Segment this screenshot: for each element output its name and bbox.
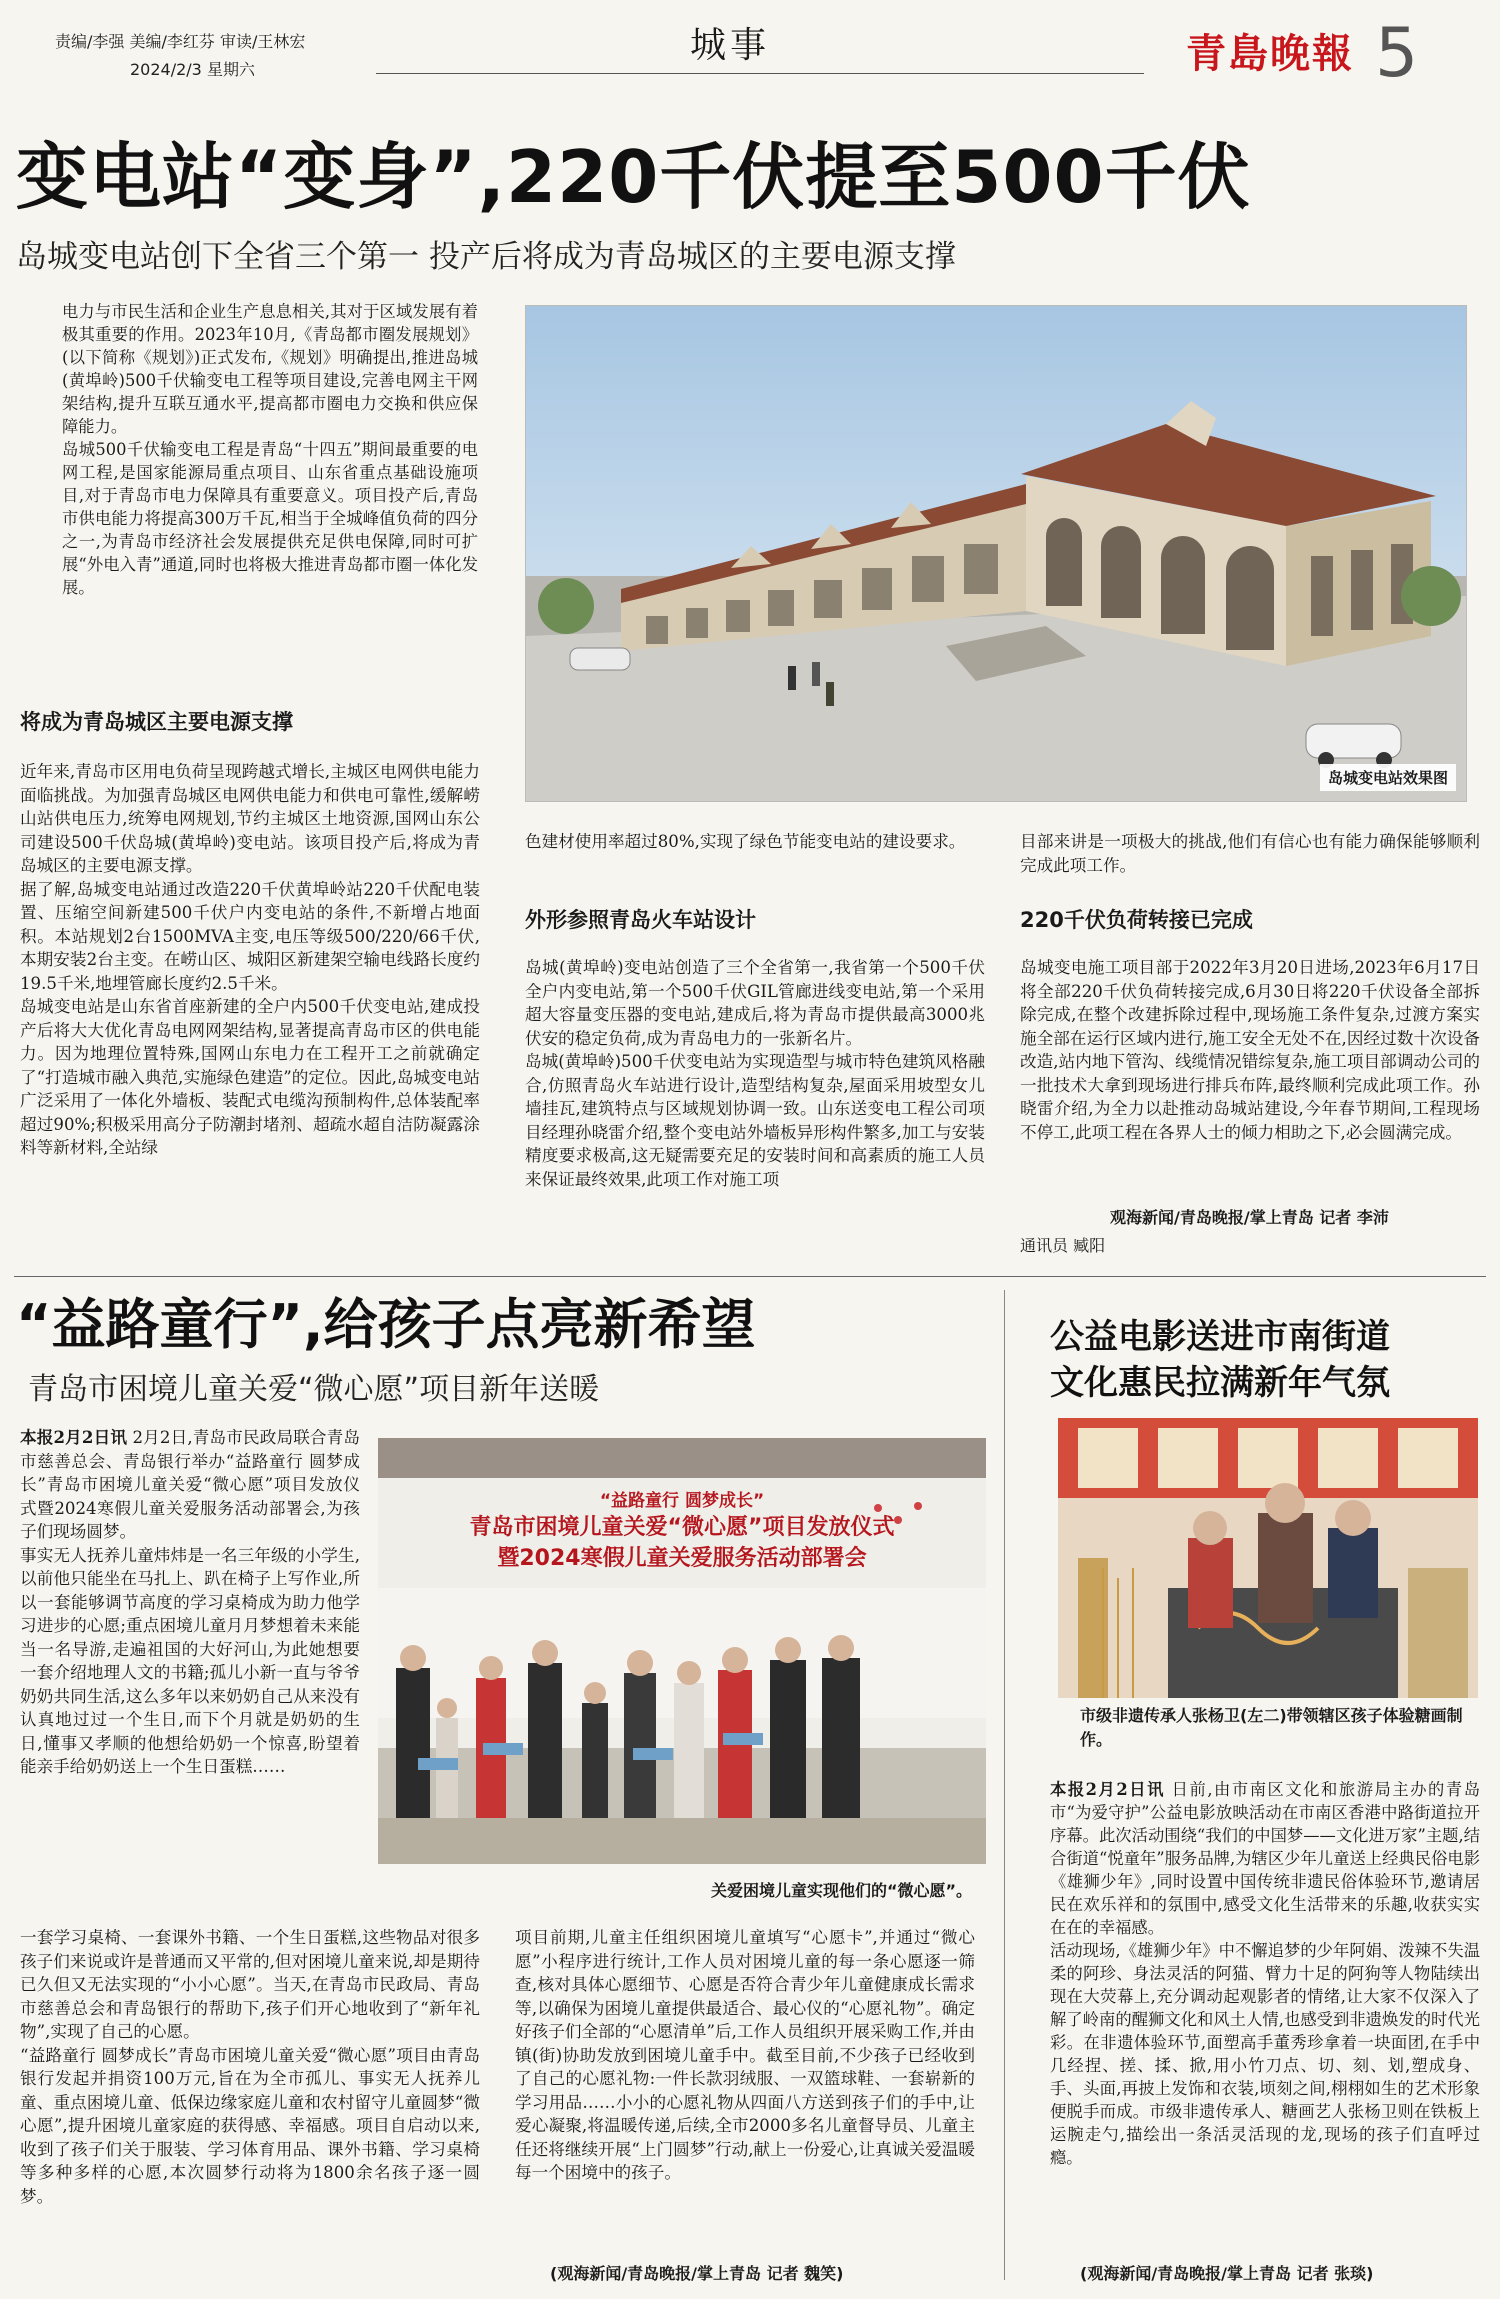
header-rule bbox=[376, 73, 1144, 74]
column-divider bbox=[1004, 1290, 1005, 2280]
story1-headline: 变电站“变身”,220千伏提至500千伏 bbox=[16, 135, 1251, 219]
story2-col1-body bbox=[20, 1426, 360, 1779]
story3-body bbox=[1050, 1778, 1480, 2169]
story3-body-text: 日前,由市南区文化和旅游局主办的青岛市“为爱守护”公益电影放映活动在市南区香港中路街道拉开序幕。此次活动围绕“我们的中国梦——文化进万家”主题,结合街道“悦童年”服务品牌,为辖区少年儿童送上经典民俗电影《雄狮少年》,同时设置中国传统非遗民俗体验环节,邀请居民在欢乐祥和的氛围中,感受文化生活带来的乐趣,收获实实在在的幸福感。 活动现场,《雄狮少年》中不懈追梦的少年阿娟、泼辣不失温柔的阿珍、身法灵活的阿猫、臂力十足的阿狗等人物陆续出现在大荧幕上,充分调动起观影者的情绪,让大家不仅深入了解了岭南的醒狮文化和风土人情,也感受到非遗焕发的时代光彩。在非遗体验环节,面塑高手董秀珍拿着一块面团,在手中几经捏、搓、揉、掀,用小竹刀点、切、刻、划,塑成身、手、头面,再披上发饰和衣装,顷刻之间,栩栩如生的艺术形象便脱手而成。市级非遗传承人、糖画艺人张杨卫则在铁板上运腕走勺,描绘出一条活灵活现的龙,现场的孩子们直呼过瘾。 bbox=[1050, 1780, 1480, 2167]
story2-subheadline: 青岛市困境儿童关爱“微心愿”项目新年送暖 bbox=[28, 1372, 600, 1407]
story1-subheadline: 岛城变电站创下全省三个第一 投产后将成为青岛城区的主要电源支撑 bbox=[16, 239, 956, 275]
story1-byline: 观海新闻/青岛晚报/掌上青岛 记者 李沛 bbox=[1110, 1208, 1389, 1227]
section-title: 城事 bbox=[690, 25, 771, 66]
ceremony-photo bbox=[378, 1438, 986, 1918]
story1-col3-top: 目部来讲是一项极大的挑战,他们有信心也有能力确保能够顺利完成此项工作。 bbox=[1020, 832, 1480, 875]
story3-byline: (观海新闻/青岛晚报/掌上青岛 记者 张琰) bbox=[1080, 2264, 1374, 2283]
story1-body-1: 近年来,青岛市区用电负荷呈现跨越式增长,主城区电网供电能力面临挑战。为加强青岛城区电网供电能力和供电可靠性,缓解崂山站供电压力,统筹电网规划,节约主城区土地资源,国网山东公司建设500千伏岛城(黄埠岭)变电站。该项目投产后,将成为青岛城区的主要电源支撑。 据了解,岛城变电站通过改造220千伏黄埠岭站220千伏配电装置、压缩空间新建500千伏户内变电站的条件,不新增占地面积。本站规划2台1500MVA主变,电压等级500/220/66千伏,本期安装2台主变。在崂山区、城阳区新建架空输电线路长度约19.5千米,地埋管廊长度约2.5千米。 岛城变电站是山东省首座新建的全户内500千伏变电站,建成投产后将大大优化青岛电网网架结构,显著提高青岛市区的供电能力。因为地理位置特殊,国网山东电力在工程开工之前就确定了“打造城市融入典范,实施绿色建造”的定位。因此,岛城变电站广泛采用了一体化外墙板、装配式电缆沟预制构件,总体装配率超过90%;积极采用高分子防潮封堵剂、超疏水超自洁防凝露涂料等新材料,全站绿 bbox=[20, 762, 480, 1157]
substation-illustration bbox=[526, 306, 1466, 801]
banner-line-1: “益路童行 圆梦成长” bbox=[599, 1491, 765, 1511]
story3-lead-label: 本报2月2日讯 bbox=[1050, 1780, 1165, 1799]
story2-byline: (观海新闻/青岛晚报/掌上青岛 记者 魏笑) bbox=[550, 2264, 844, 2283]
story2-lead-label: 本报2月2日讯 bbox=[20, 1427, 128, 1447]
story1-intro: 电力与市民生活和企业生产息息相关,其对于区域发展有着极其重要的作用。2023年10月,《青岛都市圈发展规划》(以下简称《规划》)正式发布,《规划》明确提出,推进岛城(黄埠岭)500千伏输变电工程等项目建设,完善电网主干网架结构,提升互联互通水平,提高都市圈电力交换和供应保障能力。 岛城500千伏输变电工程是青岛“十四五”期间最重要的电网工程,是国家能源局重点项目、山东省重点基础设施项目,对于青岛市电力保障具有重要意义。项目投产后,青岛市供电能力将提高300万千瓦,相当于全城峰值负荷的四分之一,为青岛市经济社会发展提供充足供电保障,同时可扩展“外电入青”通道,同时也将极大推进青岛都市圈一体化发展。 bbox=[62, 302, 478, 597]
story3-headline: 公益电影送进市南街道 文化惠民拉满新年气氛 bbox=[1050, 1317, 1390, 1403]
substation-photo-caption: 岛城变电站效果图 bbox=[1320, 764, 1456, 791]
story1-body-3: 岛城变电施工项目部于2022年3月20日进场,2023年6月17日将全部220千伏负荷转接完成,6月30日将220千伏设备全部拆除完成,在整个改建拆除过程中,现场施工条件复杂,过渡方案实施全部在运行区域内进行,施工安全无处不在,因经过数十次设备改造,站内地下管沟、线缆情况错综复杂,施工项目部调动公司的一批技术大拿到现场进行排兵布阵,最终顺利完成此项工作。孙晓雷介绍,为全力以赴推动岛城站建设,今年春节期间,工程现场不停工,此项工程在各界人士的倾力相助之下,必会圆满完成。 bbox=[1020, 958, 1480, 1142]
banner-line-3: 暨2024寒假儿童关爱服务活动部署会 bbox=[497, 1546, 867, 1571]
story2-col2-body: 项目前期,儿童主任组织困境儿童填写“心愿卡”,并通过“微心愿”小程序进行统计,工作人员对困境儿童的每一条心愿逐一筛查,核对具体心愿细节、心愿是否符合青少年儿童健康成长需求等,以确保为困境儿童提供最适合、最心仪的“心愿礼物”。确定好孩子们全部的“心愿清单”后,工作人员组织开展采购工作,并由镇(街)协助发放到困境儿童手中。截至目前,不少孩子已经收到了自己的心愿礼物:一件长款羽绒服、一双篮球鞋、一套崭新的学习用品……小小的心愿礼物从四面八方送到孩子们的手中,让爱心凝聚,将温暖传递,后续,全市2000多名儿童督导员、儿童主任还将继续开展“上门圆梦”行动,献上一份爱心,让真诚关爱温暖每一个困境中的孩子。 bbox=[515, 1928, 975, 2182]
sugar-painting-illustration bbox=[1058, 1418, 1478, 1698]
banner-line-2: 青岛市困境儿童关爱“微心愿”项目发放仪式 bbox=[469, 1515, 895, 1540]
page-number: 5 bbox=[1375, 14, 1419, 93]
story1-col2-top: 色建材使用率超过80%,实现了绿色节能变电站的建设要求。 bbox=[525, 832, 966, 851]
sugar-painting-caption: 市级非遗传承人张杨卫(左二)带领辖区孩子体验糖画制作。 bbox=[1080, 1706, 1463, 1749]
ceremony-photo-caption: 关爱困境儿童实现他们的“微心愿”。 bbox=[378, 1864, 986, 1918]
story-divider bbox=[14, 1276, 1486, 1277]
story1-byline-2: 通讯员 臧阳 bbox=[1020, 1236, 1106, 1255]
issue-date: 2024/2/3 星期六 bbox=[130, 60, 255, 79]
newspaper-logo: 青島晚報 bbox=[1186, 30, 1354, 77]
story2-col1-text: 2月2日,青岛市民政局联合青岛市慈善总会、青岛银行举办“益路童行 圆梦成长”青岛市困境儿童关爱“微心愿”项目发放仪式暨2024寒假儿童关爱服务活动部署会,为孩子们现场圆梦。 事实无人抚养儿童炜炜是一名三年级的小学生,以前他只能坐在马扎上、趴在椅子上写作业,所以一套能够调节高度的学习桌椅成为助力他学习进步的心愿;重点困境儿童月月梦想着未来能当一名导游,走遍祖国的大好河山,为此她想要一套介绍地理人文的书籍;孤儿小新一直与爷爷奶奶共同生活,这么多年以来奶奶自己从来没有认真地过过一个生日,而下个月就是奶奶的生日,懂事又孝顺的他想给奶奶一个惊喜,盼望着能亲手给奶奶送上一个生日蛋糕…… bbox=[20, 1428, 360, 1776]
story1-subtitle-2: 外形参照青岛火车站设计 bbox=[525, 908, 756, 932]
substation-photo bbox=[525, 305, 1467, 802]
sugar-painting-photo bbox=[1058, 1418, 1478, 1698]
story1-subtitle-3: 220千伏负荷转接已完成 bbox=[1020, 908, 1253, 932]
story1-subtitle-1: 将成为青岛城区主要电源支撑 bbox=[20, 710, 293, 734]
story2-headline: “益路童行”,给孩子点亮新希望 bbox=[16, 1293, 756, 1356]
editors-credit: 责编/李强 美编/李红芬 审读/王林宏 bbox=[55, 32, 306, 51]
story1-body-2: 岛城(黄埠岭)变电站创造了三个全省第一,我省第一个500千伏全户内变电站,第一个500千伏GIL管廊进线变电站,第一个采用超大容量变压器的变电站,建成后,将为青岛市提供最高3000兆伏安的稳定负荷,成为青岛电力的一张新名片。 岛城(黄埠岭)500千伏变电站为实现造型与城市特色建筑风格融合,仿照青岛火车站进行设计,造型结构复杂,屋面采用坡型女儿墙挂瓦,建筑特点与区域规划协调一致。山东送变电工程公司项目经理孙晓雷介绍,整个变电站外墙板异形构件繁多,加工与安装精度要求极高,这无疑需要充足的安装时间和高素质的施工人员来保证最终效果,此项工作对施工项 bbox=[525, 958, 985, 1189]
story2-col1-cont: 一套学习桌椅、一套课外书籍、一个生日蛋糕,这些物品对很多孩子们来说或许是普通而又平常的,但对困境儿童来说,却是期待已久但又无法实现的“小小心愿”。当天,在青岛市民政局、青岛市慈善总会和青岛银行的帮助下,孩子们开心地收到了“新年礼物”,实现了自己的心愿。 “益路童行 圆梦成长”青岛市困境儿童关爱“微心愿”项目由青岛银行发起并捐资100万元,旨在为全市孤儿、事实无人抚养儿童、重点困境儿童、低保边缘家庭儿童和农村留守儿童圆梦“微心愿”,提升困境儿童家庭的获得感、幸福感。项目自启动以来,收到了孩子们关于服装、学习体育用品、课外书籍、学习桌椅等多种多样的心愿,本次圆梦行动将为1800余名孩子逐一圆梦。 bbox=[20, 1928, 480, 2206]
